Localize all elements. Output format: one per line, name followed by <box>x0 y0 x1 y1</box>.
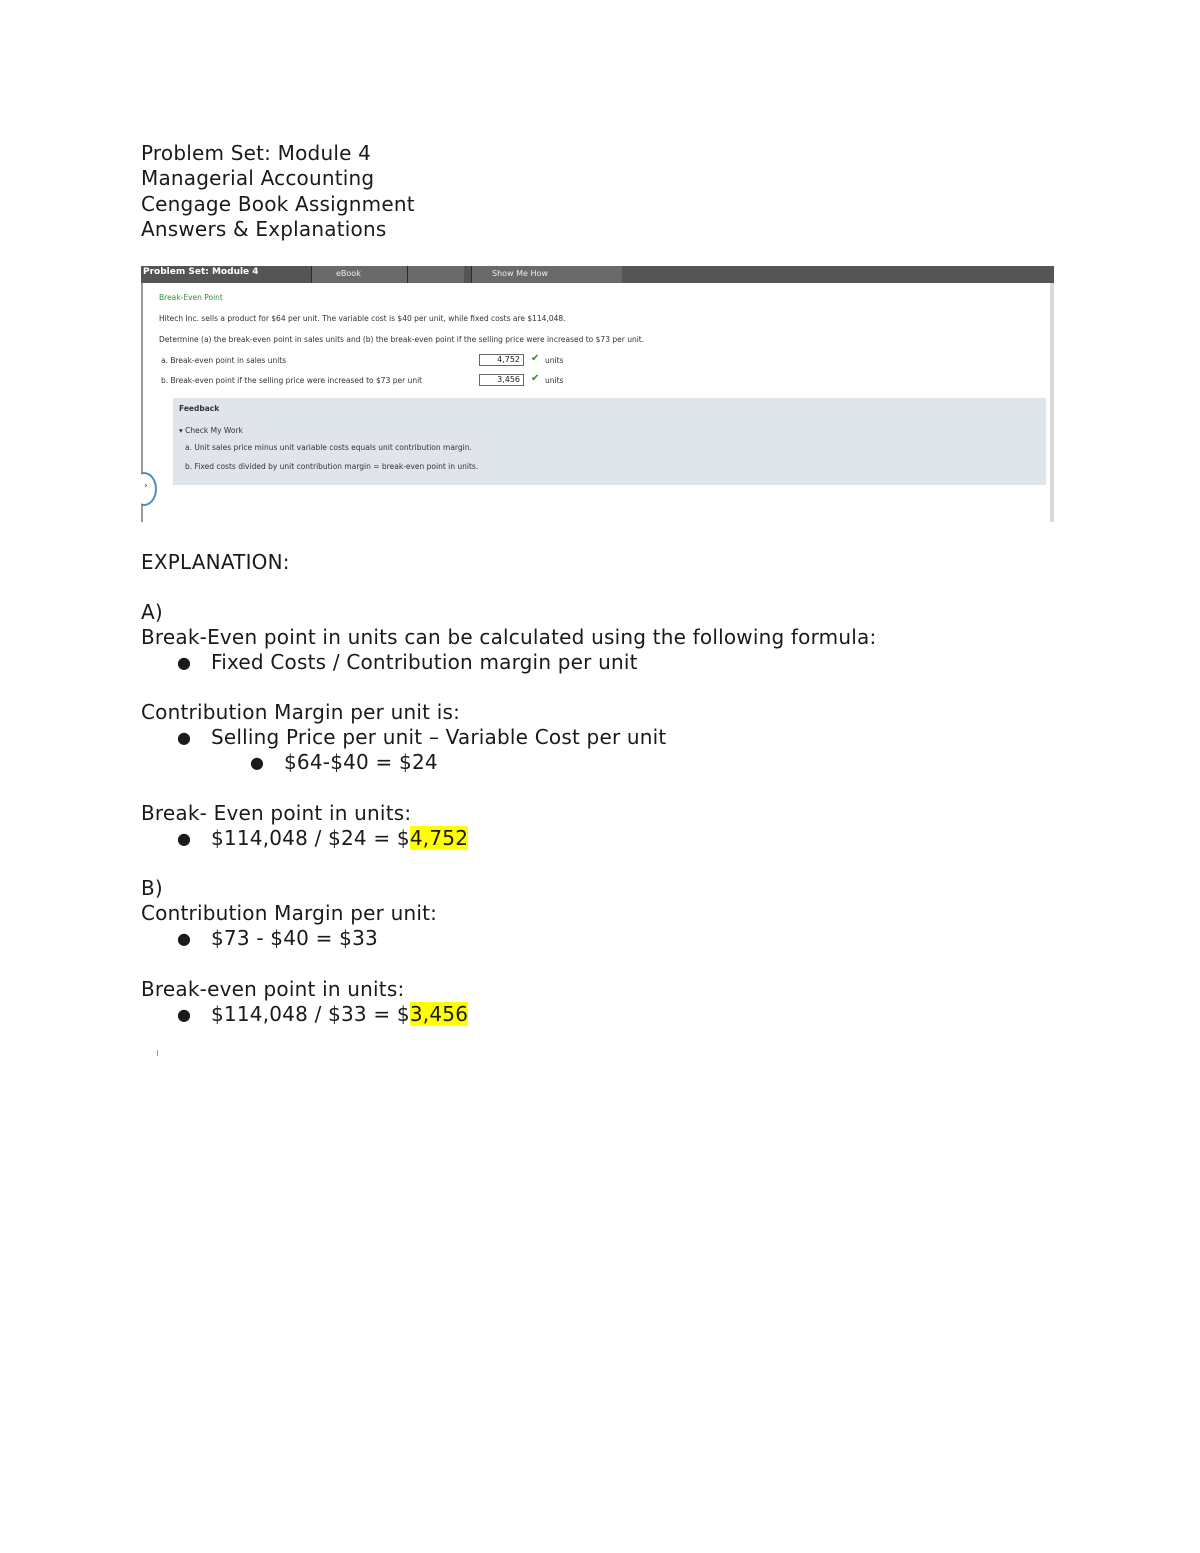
course-name: Managerial Accounting <box>141 166 375 190</box>
part-a-result-highlight: 4,752 <box>409 826 469 850</box>
bullet-item <box>177 1002 469 1027</box>
doc-title: Problem Set: Module 4 <box>141 141 372 165</box>
row-b-unit: units <box>545 376 564 385</box>
bullet-icon: ● <box>177 653 192 672</box>
bullet-icon: ● <box>177 829 192 848</box>
row-a-answer-field: 4,752 <box>479 354 524 366</box>
part-b-cm-heading: Contribution Margin per unit: <box>141 901 438 925</box>
row-a-check-icon: ✔ <box>531 353 540 364</box>
feedback-panel <box>173 398 1046 485</box>
instructions-text: Determine (a) the break-even point in sales units and (b) the break-even point if the selling price were increased to $73 per unit. <box>159 335 645 344</box>
bullet-icon: ● <box>250 753 265 772</box>
bullet-item <box>177 650 638 675</box>
screenshot-bar-title: Problem Set: Module 4 <box>143 267 259 277</box>
explanation-heading: EXPLANATION: <box>141 550 290 574</box>
part-a-intro: Break-Even point in units can be calculated using the following formula: <box>141 625 877 649</box>
part-b-be-calc: $114,048 / $33 = $ <box>211 1002 410 1026</box>
part-b-label: B) <box>141 876 163 900</box>
stray-mark <box>157 1050 158 1056</box>
problem-screenshot <box>141 266 1054 522</box>
row-a-label: a. Break-even point in sales units <box>161 356 287 365</box>
tab-ebook <box>311 266 407 283</box>
part-a-cm-formula: Selling Price per unit – Variable Cost per unit <box>211 725 667 749</box>
row-b-answer-field: 3,456 <box>479 374 524 386</box>
bullet-item <box>177 826 469 851</box>
bullet-icon: ● <box>177 1005 192 1024</box>
row-a-unit: units <box>545 356 564 365</box>
part-a-label: A) <box>141 600 163 624</box>
part-b-be-heading: Break-even point in units: <box>141 977 405 1001</box>
feedback-point-a: a. Unit sales price minus unit variable costs equals unit contribution margin. <box>185 443 472 452</box>
tab-show-label: Show Me How <box>492 269 548 278</box>
tab-show-me-how <box>471 266 622 283</box>
assignment-name: Cengage Book Assignment <box>141 192 415 216</box>
section-title: Break-Even Point <box>159 293 223 302</box>
feedback-subtitle: ▾ Check My Work <box>179 426 243 435</box>
screenshot-frame-right <box>1050 283 1054 522</box>
part-b-cm-calc: $73 - $40 = $33 <box>211 926 378 950</box>
doc-subtitle: Answers & Explanations <box>141 217 387 241</box>
sub-bullet-item <box>250 750 438 775</box>
part-b-result-highlight: 3,456 <box>409 1002 469 1026</box>
bullet-item <box>177 926 378 951</box>
bullet-icon: ● <box>177 929 192 948</box>
feedback-point-b: b. Fixed costs divided by unit contribution margin = break-even point in units. <box>185 462 479 471</box>
side-handle-icon <box>141 472 157 506</box>
feedback-title: Feedback <box>179 404 220 413</box>
bullet-item <box>177 725 667 750</box>
tab-blank <box>407 266 464 283</box>
row-b-label: b. Break-even point if the selling price were increased to $73 per unit <box>161 376 423 385</box>
part-a-cm-calc: $64-$40 = $24 <box>284 750 438 774</box>
part-a-formula: Fixed Costs / Contribution margin per unit <box>211 650 638 674</box>
side-handle-glyph: › <box>144 481 148 491</box>
bullet-icon: ● <box>177 728 192 747</box>
problem-text: Hitech Inc. sells a product for $64 per unit. The variable cost is $40 per unit, while fixed costs are $114,048. <box>159 314 566 323</box>
row-b-check-icon: ✔ <box>531 373 540 384</box>
part-a-be-heading: Break- Even point in units: <box>141 801 412 825</box>
screenshot-title-bar <box>141 266 1054 283</box>
tab-ebook-label: eBook <box>336 269 361 278</box>
part-a-cm-heading: Contribution Margin per unit is: <box>141 700 461 724</box>
part-a-be-calc: $114,048 / $24 = $ <box>211 826 410 850</box>
